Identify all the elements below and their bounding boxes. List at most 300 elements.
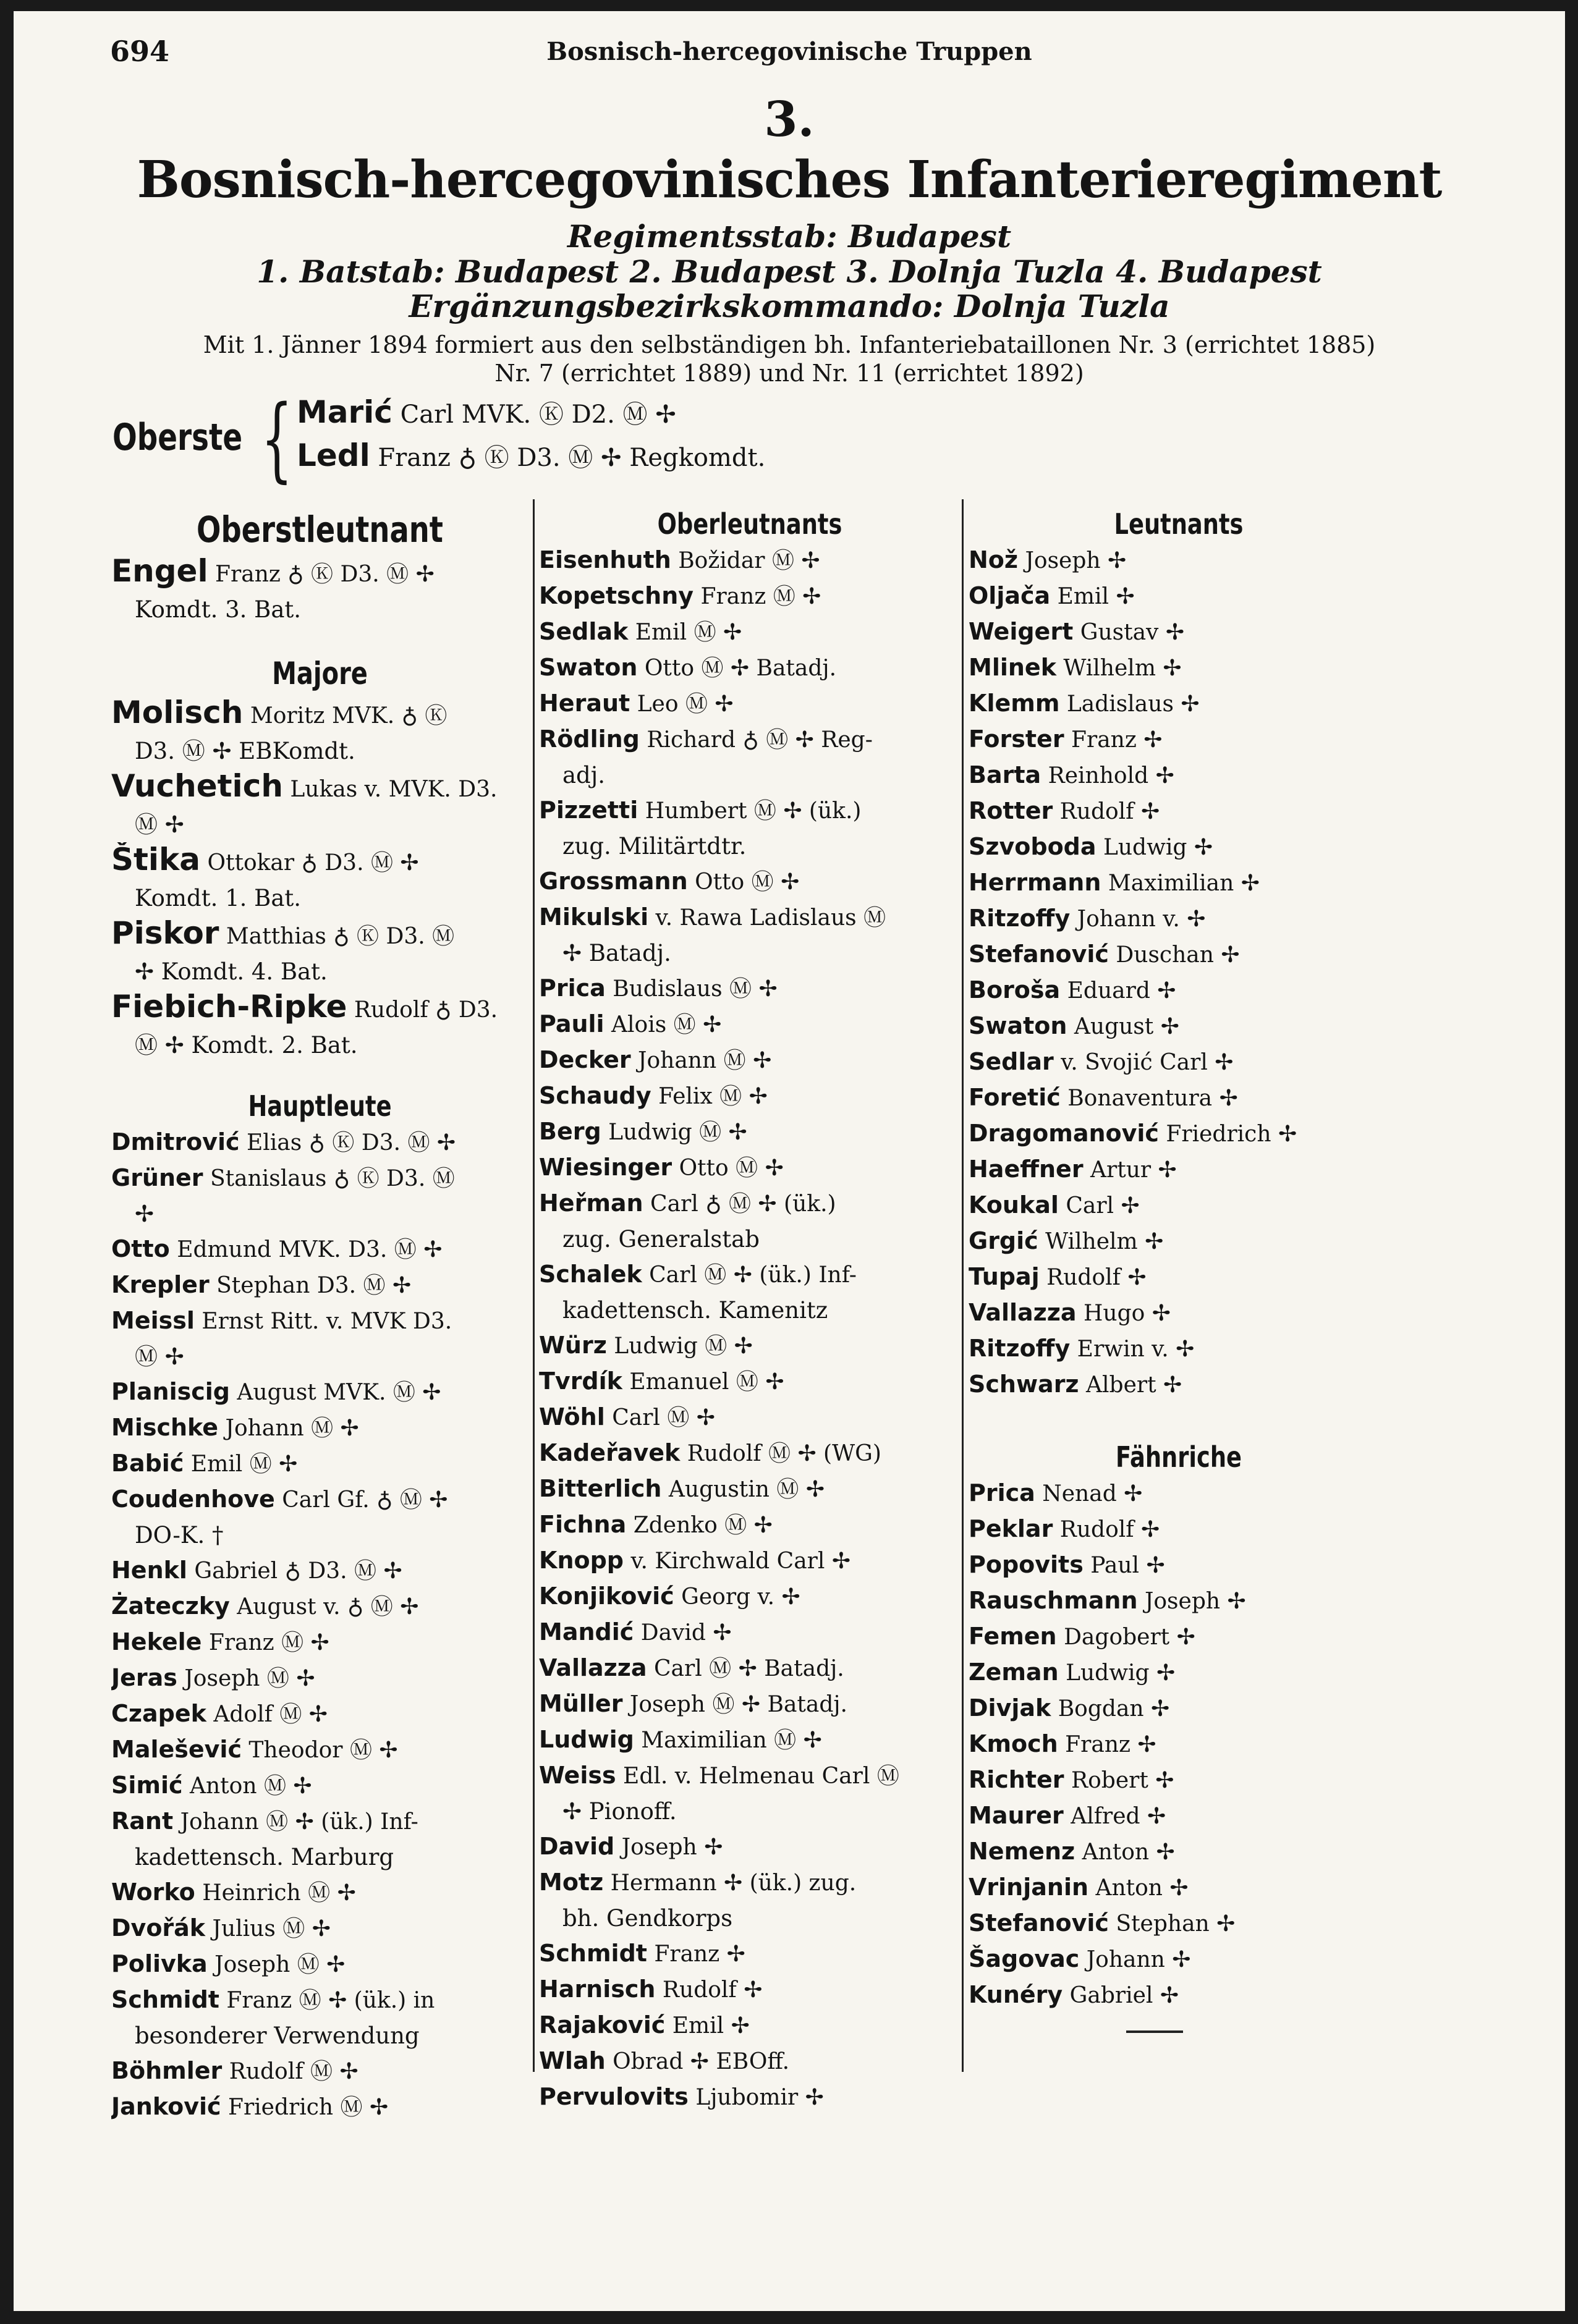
roster-entry [969,614,1389,650]
entry-rest: Ludwig ✢ [1096,835,1213,860]
surname: Grossmann [539,868,688,895]
entry-rest: Duschan ✢ [1108,942,1240,968]
oberst-entry [297,394,676,430]
surname: Vallazza [969,1299,1077,1326]
roster-entry [539,1758,961,1794]
surname: Meissl [111,1307,195,1334]
roster-entry [539,1829,961,1865]
entry-rest: Ljubomir ✢ [688,2085,824,2110]
roster-entry [969,650,1389,686]
entry-rest: v. Rawa Ladislaus Ⓜ [648,905,886,931]
roster-entry [111,1589,528,1625]
surname: Grgić [969,1227,1038,1254]
surname: Motz [539,1869,604,1896]
entry-continuation: Ⓜ ✢ [135,811,184,838]
roster-entry [111,1125,528,1160]
entry-rest: Ladislaus ✢ [1059,691,1200,717]
surname: Maurer [969,1802,1064,1829]
surname: Nemenz [969,1838,1075,1865]
roster-entry [539,1543,961,1579]
surname: Jeras [111,1664,177,1691]
majore-list [111,695,528,1063]
surname: Fiebich-Ripke [111,989,347,1025]
oberstleutnant-list [111,554,528,627]
entry-rest: Friedrich ✢ [1158,1122,1297,1147]
entry-rest: Gabriel ♁ D3. Ⓜ ✢ [187,1558,402,1584]
surname: Mischke [111,1414,219,1441]
roster-entry [111,1446,528,1482]
entry-rest: Hermann ✢ (ük.) zug. [603,1870,857,1896]
roster-entry [111,1410,528,1446]
entry-rest: Bogdan ✢ [1051,1696,1170,1722]
surname: Fichna [539,1511,627,1538]
entry-rest: Carl Gf. ♁ Ⓜ ✢ [274,1487,448,1513]
roster-entry [539,1186,961,1222]
entry-continuation: ✢ [135,1201,155,1227]
entry-rest: Anton Ⓜ ✢ [182,1773,312,1799]
roster-entry [539,1686,961,1722]
entry-rest: Alois Ⓜ ✢ [604,1012,722,1037]
entry-rest: Lukas v. MVK. D3. [282,777,498,802]
surname: Harnisch [539,1975,656,2003]
section-number: 3. [764,91,815,148]
roster-entry [539,1078,961,1114]
entry-rest: Heinrich Ⓜ ✢ [195,1880,356,1906]
entry-rest: Franz ✢ [647,1942,745,1967]
surname: Kunéry [969,1981,1063,2008]
brace-glyph: { [261,386,293,492]
roster-entry [539,1150,961,1186]
surname: Herrmann [969,869,1101,896]
surname: Henkl [111,1557,187,1584]
roster-entry [969,1476,1389,1511]
ergaenzung-line: Ergänzungsbezirkskommando: Dolnja Tuzla [409,288,1170,324]
entry-rest: Carl Ⓜ ✢ (ük.) Inf- [642,1262,857,1288]
surname: Planiscig [111,1378,230,1405]
surname: Nož [969,546,1019,573]
surname: Schwarz [969,1371,1079,1398]
roster-entry [969,1798,1389,1834]
column-2 [539,505,961,2115]
surname: Pervulovits [539,2083,689,2110]
entry-rest: Rudolf ♁ D3. [347,997,498,1023]
surname: Marić [297,394,392,430]
surname: Grüner [111,1164,203,1191]
column-3 [969,505,1389,2013]
entry-rest: Carl Ⓜ ✢ [604,1405,715,1430]
roster-entry [111,2089,528,2125]
roster-entry [539,614,961,650]
entry-rest: Joseph ✢ [1137,1589,1246,1614]
surname: Bitterlich [539,1475,662,1502]
entry-rest: Gustav ✢ [1073,620,1184,645]
entry-rest: Ludwig ✢ [1058,1660,1176,1686]
roster-entry [539,971,961,1007]
entry-rest: Božidar Ⓜ ✢ [671,548,820,573]
roster-entry [111,769,528,807]
surname: Müller [539,1690,623,1717]
surname: Simić [111,1772,183,1799]
roster-entry [539,1364,961,1400]
roster-entry [969,1511,1389,1547]
surname: Forster [969,725,1064,753]
entry-rest: Gabriel ✢ [1063,1983,1179,2008]
roster-entry [539,1972,961,2008]
entry-rest: Obrad ✢ EBOff. [605,2049,790,2074]
roster-entry [539,1328,961,1364]
surname: Peklar [969,1515,1053,1542]
roster-entry [111,554,528,592]
entry-rest: Joseph ✢ [1018,548,1127,573]
oberste-label: Oberste [112,416,243,459]
surname: Foretić [969,1084,1061,1111]
entry-rest: Ernst Ritt. v. MVK D3. [194,1309,452,1334]
entry-rest: Theodor Ⓜ ✢ [241,1738,398,1763]
entry-rest: Rudolf ✢ [1053,1517,1160,1542]
surname: Mikulski [539,903,649,931]
entry-rest: Reinhold ✢ [1041,763,1174,788]
roster-entry [969,901,1389,937]
regimentsstab-line: Regimentsstab: Budapest [567,218,1012,255]
batstab-line: 1. Batstab: Budapest 2. Budapest 3. Dolnja Tuzla 4. Budapest [257,253,1322,290]
roster-entry [969,1080,1389,1116]
surname: Weigert [969,618,1074,645]
surname: Zeman [969,1658,1059,1686]
roster-entry [969,1008,1389,1044]
roster-entry [111,1732,528,1768]
entry-continuation: Komdt. 3. Bat. [135,596,302,623]
entry-rest: Carl ♁ Ⓜ ✢ (ük.) [643,1191,836,1217]
entry-rest: Eduard ✢ [1060,978,1176,1004]
roster-entry [969,1834,1389,1870]
entry-continuation: DO-K. † [135,1522,224,1549]
entry-rest: Julius Ⓜ ✢ [205,1916,331,1942]
roster-entry [969,1655,1389,1691]
roster-entry [969,865,1389,901]
surname: Boroša [969,976,1061,1004]
roster-entry [969,1547,1389,1583]
entry-rest: Maximilian Ⓜ ✢ [634,1728,822,1753]
heading-faehnriche: Fähnriche [1116,1440,1242,1474]
entry-rest: Stephan ✢ [1108,1911,1236,1937]
surname: Heraut [539,690,630,717]
entry-rest: August ✢ [1067,1014,1179,1039]
entry-rest: Wilhelm ✢ [1056,656,1182,681]
roster-entry [539,1507,961,1543]
roster-entry [111,1160,528,1196]
surname: Rotter [969,797,1053,824]
heading-hauptleute: Hauptleute [248,1089,392,1123]
surname: Sedlak [539,618,629,645]
roster-entry [969,1295,1389,1331]
entry-continuation: ✢ Komdt. 4. Bat. [135,958,328,985]
roster-entry [539,722,961,758]
entry-rest: Elias ♁ Ⓚ D3. Ⓜ ✢ [239,1130,456,1156]
roster-entry [969,1116,1389,1152]
roster-entry [969,937,1389,973]
section-title: Bosnisch-hercegovinisches Infanterieregiment [137,150,1442,209]
surname: Schaudy [539,1082,651,1109]
entry-continuation: Ⓜ ✢ Komdt. 2. Bat. [135,1032,358,1058]
entry-rest: Emil Ⓜ ✢ [628,620,742,645]
roster-entry [111,1267,528,1303]
entry-rest: Robert ✢ [1064,1768,1174,1793]
entry-rest: Richard ♁ Ⓜ ✢ Reg- [639,727,873,753]
entry-rest: Joseph Ⓜ ✢ Batadj. [622,1692,847,1717]
surname: Šagovac [969,1945,1080,1972]
entry-rest: Albert ✢ [1079,1372,1182,1398]
surname: Heřman [539,1189,643,1217]
roster-entry [969,1691,1389,1726]
oberst-entry [297,437,765,473]
roster-entry [969,1152,1389,1188]
roster-entry [111,842,528,881]
surname: Worko [111,1878,195,1906]
surname: Klemm [969,690,1060,717]
roster-entry [539,1400,961,1435]
entry-rest: Ludwig Ⓜ ✢ [601,1120,747,1145]
roster-entry [111,916,528,954]
entry-rest: Rudolf ✢ [1053,799,1160,824]
roster-entry [969,722,1389,758]
surname: Vuchetich [111,769,283,804]
roster-entry [111,2053,528,2089]
roster-entry [111,1875,528,1911]
entry-rest: Wilhelm ✢ [1038,1229,1164,1254]
entry-rest: Dagobert ✢ [1056,1625,1195,1650]
roster-entry [969,758,1389,793]
surname: Coudenhove [111,1485,275,1513]
entry-rest: Matthias ♁ Ⓚ D3. Ⓜ [219,924,455,949]
roster-entry [111,1982,528,2018]
surname: Kmoch [969,1730,1058,1757]
entry-rest: Rudolf ✢ [1039,1265,1147,1290]
surname: Wlah [539,2047,606,2074]
surname: Böhmler [111,2057,223,2084]
roster-entry [539,1007,961,1042]
entry-rest: Emanuel Ⓜ ✢ [622,1369,784,1395]
roster-entry [111,1911,528,1946]
roster-entry [539,2043,961,2079]
surname: Tupaj [969,1263,1040,1290]
document-page [14,11,1565,2311]
roster-entry [969,1906,1389,1942]
entry-rest: Joseph ✢ [614,1835,723,1860]
end-rule [1126,2030,1183,2033]
formation-note-line-2: Nr. 7 (errichtet 1889) und Nr. 11 (errichtet 1892) [494,360,1084,387]
entry-rest: Rudolf ✢ [655,1977,763,2003]
running-title: Bosnisch-hercegovinische Truppen [546,37,1032,66]
roster-entry [111,1232,528,1267]
entry-rest: Ludwig Ⓜ ✢ [606,1333,753,1359]
surname: Rauschmann [969,1587,1138,1614]
surname: Dvořák [111,1914,206,1942]
surname: Molisch [111,695,244,730]
roster-entry [539,1042,961,1078]
entry-rest: Franz ✢ [1064,727,1163,753]
surname: Dragomanović [969,1120,1159,1147]
entry-rest: Johann v. ✢ [1070,906,1206,932]
roster-entry [969,1619,1389,1655]
surname: Swaton [969,1012,1067,1039]
roster-entry [969,1259,1389,1295]
roster-entry [969,578,1389,614]
roster-entry [539,543,961,578]
roster-entry [539,1722,961,1758]
roster-entry [969,793,1389,829]
surname: Babić [111,1450,184,1477]
surname: Swaton [539,654,638,681]
entry-rest: Franz ♁ Ⓚ D3. Ⓜ ✢ [208,562,435,587]
entry-rest: Emil Ⓜ ✢ [184,1451,298,1477]
surname: Dmitrović [111,1128,240,1156]
roster-entry [111,1553,528,1589]
roster-entry [969,1331,1389,1367]
entry-rest: Alfred ✢ [1063,1804,1166,1829]
entry-continuation: bh. Gendkorps [562,1905,733,1932]
roster-entry [969,1188,1389,1223]
surname: Janković [111,2093,221,2120]
surname: Konjiković [539,1582,674,1610]
entry-rest: Anton ✢ [1088,1875,1189,1901]
entry-rest: Hugo ✢ [1076,1301,1171,1326]
entry-rest: Anton ✢ [1075,1840,1175,1865]
surname: Koukal [969,1191,1059,1219]
roster-entry [969,1977,1389,2013]
surname: Tvrdík [539,1367,622,1395]
roster-entry [111,1660,528,1696]
entry-continuation: ✢ Batadj. [562,940,671,966]
surname: Schalek [539,1261,642,1288]
roster-entry [539,2079,961,2115]
entry-rest: Stephan D3. Ⓜ ✢ [209,1273,412,1298]
entry-rest: Franz Ⓜ ✢ (ük.) in [219,1988,435,2013]
surname: Ledl [297,437,370,473]
surname: Decker [539,1046,631,1073]
surname: Czapek [111,1700,206,1727]
heading-leutnants: Leutnants [1114,507,1244,541]
surname: Rödling [539,725,640,753]
surname: Kopetschny [539,582,694,609]
surname: Schmidt [111,1986,219,2013]
surname: Mandić [539,1618,634,1646]
roster-entry [539,1471,961,1507]
entry-continuation: besonderer Verwendung [135,2022,420,2049]
roster-entry [539,1257,961,1293]
surname: Sedlar [969,1048,1054,1075]
surname: Stefanović [969,940,1109,968]
column-1 [111,505,528,2125]
entry-rest: Johann ✢ [1079,1947,1191,1972]
heading-oberstleutnant: Oberstleutnant [197,509,443,551]
entry-rest: Bonaventura ✢ [1060,1086,1238,1111]
column-rule-2 [962,499,964,2072]
entry-rest: Zdenko Ⓜ ✢ [626,1513,773,1538]
entry-rest: David ✢ [634,1620,732,1646]
surname: Stefanović [969,1909,1109,1937]
surname: Rajaković [539,2011,666,2039]
surname: Mlinek [969,654,1056,681]
entry-continuation: D3. Ⓜ ✢ EBKomdt. [135,738,355,764]
entry-continuation: kadettensch. Marburg [135,1844,394,1870]
roster-entry [539,1435,961,1471]
surname: Vallazza [539,1654,647,1681]
entry-rest: Adolf Ⓜ ✢ [206,1702,328,1727]
roster-entry [969,829,1389,865]
surname: Würz [539,1332,607,1359]
surname: Oljača [969,582,1051,609]
entry-rest: Otto Ⓜ ✢ [687,869,800,895]
entry-rest: Humbert Ⓜ ✢ (ük.) [638,798,862,824]
entry-rest: Johann Ⓜ ✢ (ük.) Inf- [173,1809,418,1835]
surname: Weiss [539,1762,616,1789]
entry-rest: Johann Ⓜ ✢ [630,1048,772,1073]
roster-entry [539,1936,961,1972]
roster-entry [969,686,1389,722]
surname: David [539,1833,615,1860]
roster-entry [539,793,961,829]
entry-rest: Otto Ⓜ ✢ [672,1156,784,1181]
surname: Szvoboda [969,833,1097,860]
roster-entry [111,1804,528,1840]
surname: Malešević [111,1736,242,1763]
roster-entry [539,686,961,722]
entry-rest: Felix Ⓜ ✢ [651,1084,768,1109]
hauptleute-list [111,1125,528,2125]
entry-rest: Moritz MVK. ♁ Ⓚ [243,703,448,729]
entry-rest: Edmund MVK. D3. Ⓜ ✢ [169,1237,443,1262]
entry-rest: August v. ♁ Ⓜ ✢ [229,1594,419,1620]
roster-entry [969,1583,1389,1619]
entry-rest: Johann Ⓜ ✢ [218,1416,359,1441]
entry-continuation: Komdt. 1. Bat. [135,885,302,911]
surname: Rant [111,1807,174,1835]
surname: Berg [539,1118,601,1145]
entry-rest: Georg v. ✢ [674,1584,800,1610]
surname: Barta [969,761,1041,788]
entry-rest: Joseph Ⓜ ✢ [177,1666,315,1691]
entry-rest: Augustin Ⓜ ✢ [661,1477,825,1502]
formation-note-line-1: Mit 1. Jänner 1894 formiert aus den selbständigen bh. Infanteriebataillonen Nr. 3 (errichtet 1885) [203,331,1376,358]
entry-continuation: kadettensch. Kamenitz [562,1297,828,1324]
entry-continuation: ✢ Pionoff. [562,1798,677,1825]
roster-entry [969,973,1389,1008]
entry-rest: Paul ✢ [1083,1553,1165,1578]
roster-entry [969,543,1389,578]
entry-continuation: adj. [562,762,605,788]
surname: Prica [969,1479,1035,1506]
roster-entry [111,1768,528,1804]
roster-entry [969,1044,1389,1080]
surname: Femen [969,1623,1057,1650]
surname: Żateczky [111,1592,230,1620]
entry-rest: Emil ✢ [1050,584,1135,609]
entry-rest: Artur ✢ [1083,1157,1177,1183]
surname: Krepler [111,1271,210,1298]
roster-entry [111,1696,528,1732]
roster-entry [539,864,961,900]
roster-entry [111,1303,528,1339]
roster-entry [969,1367,1389,1403]
entry-rest: Rudolf Ⓜ ✢ (WG) [680,1441,881,1466]
surname: Ritzoffy [969,905,1071,932]
entry-rest: Joseph Ⓜ ✢ [207,1952,346,1977]
entry-rest: Stanislaus ♁ Ⓚ D3. Ⓜ [203,1166,455,1191]
entry-rest: v. Kirchwald Carl ✢ [624,1549,851,1574]
entry-rest: Friedrich Ⓜ ✢ [221,2095,389,2120]
roster-entry [111,1946,528,1982]
entry-rest: Carl Ⓜ ✢ Batadj. [647,1656,844,1681]
